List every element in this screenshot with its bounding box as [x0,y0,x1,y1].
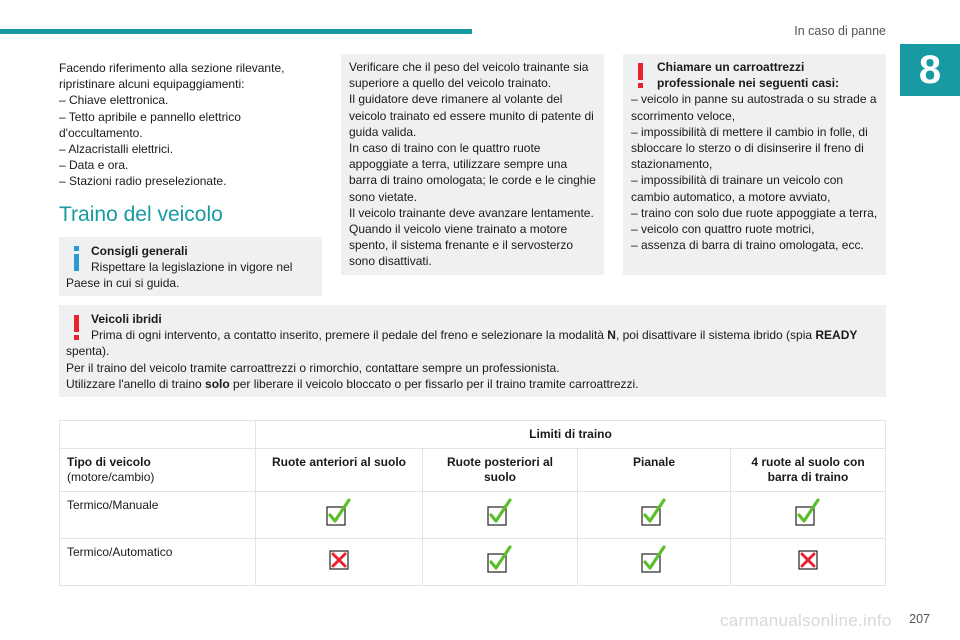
section-title: In caso di panne [794,24,886,38]
warning-list-item: – assenza di barra di traino omologata, ecc. [631,238,864,253]
guideline-line: In caso di traino con le quattro ruote appoggiate a terra, utilizzare sempre una barra di traino omologata; le corde e le cinghie sono vietate. [349,141,596,204]
table-header-vehicle-type: Tipo di veicolo (motore/cambio) [60,449,256,492]
page-number: 207 [909,612,930,626]
check-icon [793,498,823,528]
cross-icon [256,539,423,586]
vehicle-type-cell: Termico/Automatico [60,539,256,586]
check-icon [639,498,669,528]
guideline-line: Quando il veicolo viene trainato a motore spento, il sistema frenante e il servosterzo sono disattivati. [349,222,574,269]
table-group-header: Limiti di traino [256,421,886,449]
header-accent-bar [0,29,472,34]
check-icon [578,492,731,539]
towing-limits-table [59,420,886,586]
table-row [60,539,886,586]
warning-list-item: – impossibilità di mettere il cambio in folle, di sbloccare lo sterzo o di disinserire il freno di stazionamento, [631,124,868,172]
warning-list-item: – veicolo con quattro ruote motrici, [631,222,815,237]
vehicle-type-cell: Termico/Manuale [60,492,256,539]
warning-box-hybrid [59,305,886,397]
check-icon [256,492,423,539]
cross-icon [731,539,886,586]
warning-list-item: – traino con solo due ruote appoggiate a terra, [631,205,878,220]
hybrid-paragraph-3: Utilizzare l'anello di traino solo per liberare il veicolo bloccato o per fissarlo per il traino tramite carroattrezzi. [66,376,639,391]
check-icon [639,545,669,575]
section-heading: Traino del veicolo [59,203,223,226]
hybrid-paragraph-1: Prima di ogni intervento, a contatto inserito, premere il pedale del freno e selezionare la modalità N, poi disattivare il sistema ibrido (spia READY spenta). [66,328,858,359]
warning-list-item: – impossibilità di trainare un veicolo con cambio automatico, a motore avviato, [631,173,844,204]
info-box-general-advice [59,237,322,296]
info-box-title: Consigli generali [91,244,188,258]
table-row [60,492,886,539]
chapter-number: 8 [900,44,960,96]
check-icon [485,498,515,528]
guideline-line: Il guidatore deve rimanere al volante del veicolo trainato ed essere munito di patente di guida valida. [349,92,594,139]
table-header-rear-wheels: Ruote posteriori al suolo [423,449,578,492]
cross-icon [324,545,354,575]
restore-equipment-text [59,60,309,190]
check-icon [423,492,578,539]
table-corner-cell [60,421,256,449]
list-item: – Stazioni radio preselezionate. [59,174,227,189]
list-item: – Chiave elettronica. [59,93,169,108]
hybrid-paragraph-2: Per il traino del veicolo tramite carroattrezzi o rimorchio, contattare sempre un professionista. [66,360,560,375]
check-icon [485,545,515,575]
warning-box-title: Chiamare un carroattrezzi professionale nei seguenti casi: [657,60,840,91]
towing-guidelines-box [341,54,604,275]
table-header-four-wheels: 4 ruote al suolo con barra di traino [731,449,886,492]
check-icon [324,498,354,528]
check-icon [731,492,886,539]
guideline-line: Verificare che il peso del veicolo trainante sia superiore a quello del veicolo trainato. [349,60,589,91]
table-header-flatbed: Pianale [578,449,731,492]
table-header-front-wheels: Ruote anteriori al suolo [256,449,423,492]
watermark: carmanualsonline.info [720,611,892,630]
warning-list-item: – veicolo in panne su autostrada o su strade a scorrimento veloce, [631,92,877,123]
check-icon [423,539,578,586]
check-icon [578,539,731,586]
warning-box-tow-truck [623,54,886,275]
info-box-text: Rispettare la legislazione in vigore nel Paese in cui si guida. [66,260,293,291]
list-item: – Alzacristalli elettrici. [59,142,174,157]
hybrid-title: Veicoli ibridi [91,312,162,326]
intro-paragraph: Facendo riferimento alla sezione rilevante, ripristinare alcuni equipaggiamenti: [59,61,285,92]
list-item: – Tetto apribile e pannello elettrico d'occultamento. [59,109,241,140]
cross-icon [793,545,823,575]
guideline-line: Il veicolo trainante deve avanzare lentamente. [349,205,594,220]
list-item: – Data e ora. [59,158,129,173]
